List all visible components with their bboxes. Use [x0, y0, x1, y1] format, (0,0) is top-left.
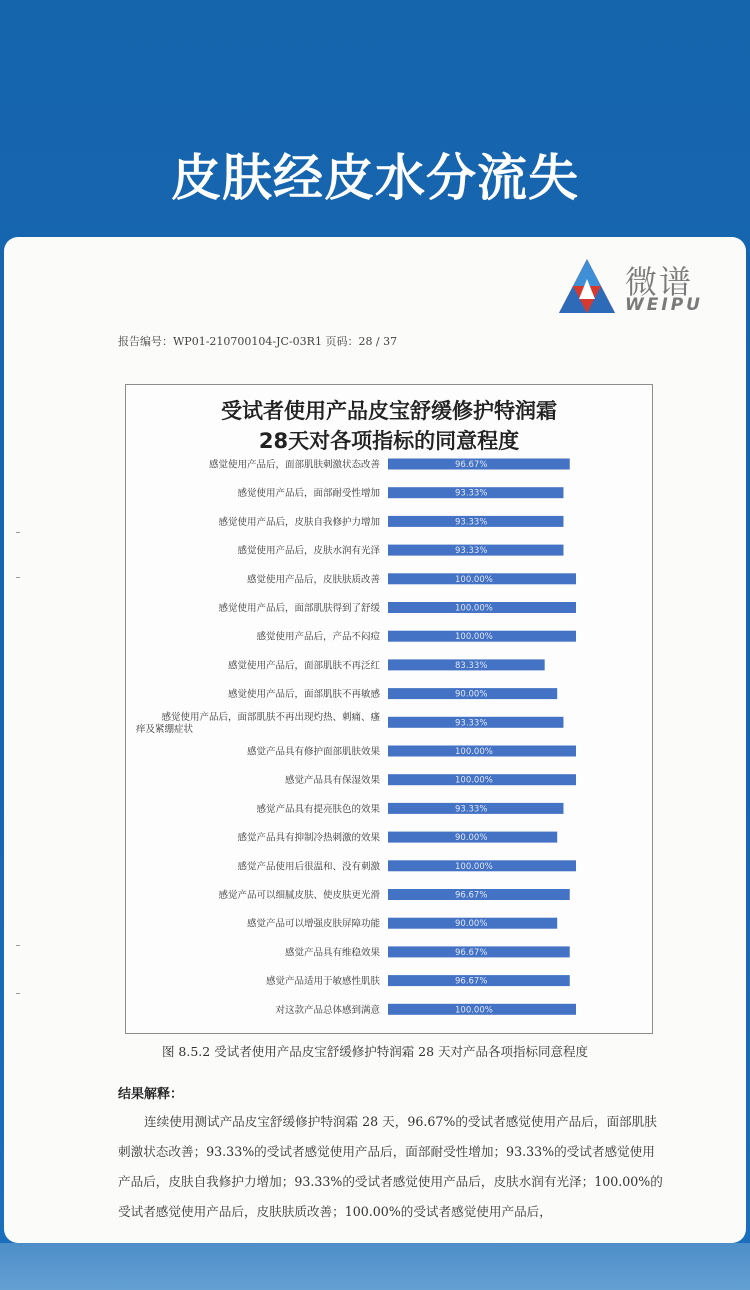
margin-mark [16, 532, 20, 533]
weipu-logo [557, 257, 747, 317]
bar-value-label: 90.00% [455, 833, 488, 844]
margin-mark [16, 577, 20, 578]
bar-value-label: 100.00% [455, 1005, 493, 1016]
category-label: 感觉产品可以细腻皮肤、使皮肤更光滑 [218, 890, 380, 901]
figure-caption: 图 8.5.2 受试者使用产品皮宝舒缓修护特润霜 28 天对产品各项指标同意程度 [161, 1044, 589, 1059]
bar-value-label: 93.33% [455, 517, 488, 528]
logo-text-en: WEIPU [625, 295, 703, 315]
report-page [4, 237, 746, 1243]
bar-value-label: 96.67% [455, 947, 488, 958]
category-label: 感觉使用产品后，皮肤水润有光泽 [237, 545, 380, 557]
bar-value-label: 100.00% [455, 861, 493, 872]
category-label: 感觉产品具有保湿效果 [284, 775, 380, 787]
chart-title-line-2: 28天对各项指标的同意程度 [258, 429, 520, 453]
bar-value-label: 100.00% [455, 747, 493, 757]
category-label: 感觉产品具有提亮肤色的效果 [256, 803, 380, 815]
category-label: 感觉使用产品后，面部肌肤不再敏感 [227, 689, 380, 701]
category-label: 感觉使用产品后，皮肤自我修护力增加 [218, 516, 380, 528]
margin-mark [16, 945, 20, 946]
bar-chart [126, 385, 652, 1033]
chart-frame [125, 384, 653, 1034]
category-label: 感觉使用产品后，面部肌肤不再出现灼热、刺痛、瘙 [161, 711, 380, 723]
bottom-band [0, 1243, 750, 1290]
category-label: 感觉产品使用后很温和、没有刺激 [237, 861, 380, 873]
bar-value-label: 93.33% [455, 718, 488, 729]
weipu-logo-icon [557, 257, 617, 317]
category-label: 感觉使用产品后，面部肌肤不再泛红 [227, 660, 380, 672]
logo-text-cn: 微谱 [625, 263, 694, 301]
result-heading: 结果解释： [118, 1087, 184, 1102]
category-label: 感觉产品具有抑制冷热刺激的效果 [237, 832, 380, 844]
category-label: 感觉使用产品后，产品不闷痘 [256, 631, 380, 643]
result-body: 连续使用测试产品皮宝舒缓修护特润霜 28 天，96.67%的受试者感觉使用产品后，面部肌肤刺激状态改善；93.33%的受试者感觉使用产品后，面部耐受性增加；93.33%的受试者感觉使用产品后，皮肤自我修护力增加；93.33%的受试者感觉使用产品后，皮肤水润有光泽；100.00%的受试者感觉使用产品后，皮肤肤质改善；100.00%的受试者感觉使用产品后， [118, 1114, 663, 1219]
chart-title-line-1: 受试者使用产品皮宝舒缓修护特润霜 [221, 399, 557, 423]
bar-value-label: 93.33% [455, 546, 488, 557]
category-label: 感觉使用产品后，面部耐受性增加 [237, 488, 380, 500]
category-label: 感觉产品具有维稳效果 [284, 947, 380, 959]
category-label: 感觉使用产品后，面部肌肤得到了舒缓 [218, 603, 380, 614]
bar-value-label: 100.00% [455, 574, 493, 585]
bar-value-label: 100.00% [455, 603, 493, 614]
category-label: 感觉使用产品后，面部肌肤刺激状态改善 [208, 459, 380, 471]
bar-value-label: 90.00% [455, 919, 488, 930]
bar-value-label: 100.00% [455, 632, 493, 643]
category-label: 对这款产品总体感到满意 [275, 1004, 380, 1016]
report-number: 报告编号：WP01-210700104-JC-03R1 页码：28 / 37 [118, 335, 398, 348]
bar-value-label: 93.33% [455, 488, 488, 499]
category-label: 感觉产品可以增强皮肤屏障功能 [246, 918, 380, 930]
bar-value-label: 90.00% [455, 689, 488, 700]
bar-value-label: 100.00% [455, 775, 493, 786]
bar-value-label: 83.33% [455, 660, 488, 671]
margin-mark [16, 993, 20, 994]
bar-value-label: 96.67% [455, 976, 488, 987]
category-label: 感觉产品具有修护面部肌肤效果 [246, 746, 380, 758]
category-label: 感觉使用产品后，皮肤肤质改善 [246, 574, 380, 586]
bar-value-label: 96.67% [455, 460, 488, 470]
page-title: 皮肤经皮水分流失 [171, 149, 579, 207]
bar-value-label: 93.33% [455, 804, 488, 815]
bar-value-label: 96.67% [455, 890, 488, 901]
category-label: 感觉产品适用于敏感性肌肤 [265, 976, 380, 988]
category-label: 痒及紧绷症状 [136, 723, 194, 735]
